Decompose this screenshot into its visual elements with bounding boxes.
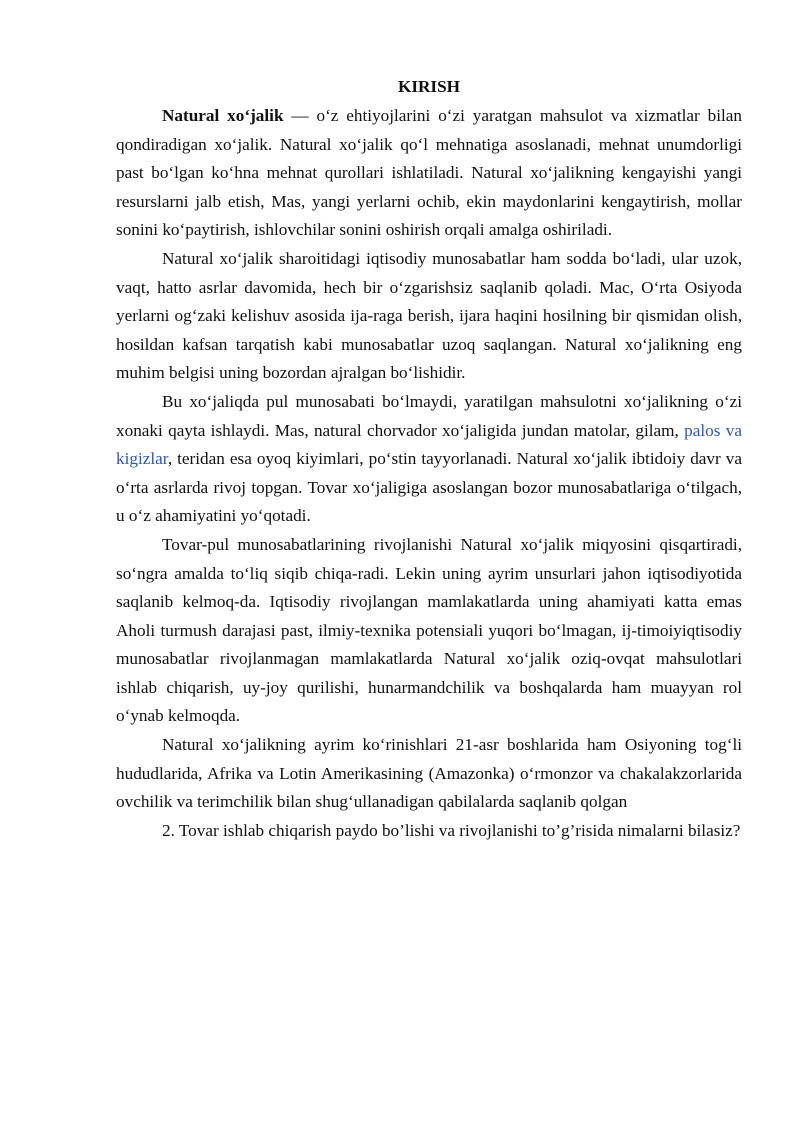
page-title: KIRISH <box>397 77 461 96</box>
question-2: 2. Tovar ishlab chiqarish paydo bo’lishi va rivojlanishi to’g’risida nimalarni bilasiz? <box>162 820 741 840</box>
document-page <box>116 72 742 845</box>
paragraph-5: Natural xo‘jalikning ayrim ko‘rinishlari 21-asr boshlarida ham Osiyoning tog‘li hududlarida, Afrika va Lotin Amerikasining (Amazonka) o‘rmonzor va chakalakzorlarida ovchilik va terimchilik bilan shug‘ullanadigan qabilalarda saqlanib qolgan <box>116 735 742 812</box>
paragraph-2: Natural xo‘jalik sharoitidagi iqtisodiy munosabatlar ham sodda bo‘ladi, ular uzok, vaqt, hatto asrlar davomida, hech bir o‘zgarishsiz saqlanib qoladi. Mac, O‘rta Osiyoda yerlarni og‘zaki kelishuv asosida ija-raga berish, ijara haqini hosilning bir qismidan olish, hosildan kafsan tarqatish kabi munosabatlar uzoq saqlangan. Natural xo‘jalikning eng muhim belgisi uning bozordan ajralgan bo‘lishidir. <box>116 248 742 383</box>
palos-kigizlar-link[interactable]: palos va kigizlar <box>116 420 742 469</box>
paragraph-4: Tovar-pul munosabatlarining rivojlanishi Natural xo‘jalik miqyosini qisqartiradi, so‘ngra amalda to‘liq siqib chiqa-radi. Lekin uning ayrim unsurlari jahon iqtisodiyotida saqlanib kelmoq-da. Iqtisodiy rivojlangan mamlakatlarda uning ahamiyati katta emas Aholi turmush darajasi past, ilmiy-texnika potensiali yuqori bo‘lmagan, ij-timoiyiqtisodiy munosabatlar rivojlanmagan mamlakatlarda Natural xo‘jalik oziq-ovqat mahsulotlari ishlab chiqarish, uy-joy qurilishi, hunarmandchilik va boshqalarda ham muayyan rol o‘ynab kelmoqda. <box>116 534 742 726</box>
paragraph-1 <box>116 102 742 245</box>
paragraph-3 <box>116 388 742 531</box>
paragraph-1-text: — o‘z ehtiyojlarini o‘zi yaratgan mahsulot va xizmatlar bilan qondiradigan xo‘jalik. Natural xo‘jalik qo‘l mehnatiga asoslanadi, mehnat unumdorligi past bo‘lgan ko‘hna mehnat qurollari ishlatiladi. Natural xo‘jalikning kengayishi yangi resurslarni jalb etish, Mas, yangi yerlarni ochib, ekin maydonlarini kengaytirish, mollar sonini ko‘paytirish, ishlovchilar sonini oshirish orqali amalga oshiriladi. <box>116 106 742 240</box>
term-natural-xojalik: Natural xo‘jalik <box>162 106 284 125</box>
paragraph-3-after: , teridan esa oyoq kiyimlari, po‘stin tayyorlanadi. Natural xo‘jalik ibtidoiy davr va o‘rta asrlarda rivoj topgan. Tovar xo‘jaligiga asoslangan bozor munosabatlariga o‘tilgach, u o‘z ahamiyatini yo‘qotadi. <box>116 449 742 526</box>
paragraph-3-before: Bu xo‘jaliqda pul munosabati bo‘lmaydi, yaratilgan mahsulotni xo‘jalikning o‘zi xonaki qayta ishlaydi. Mas, natural chorvador xo‘jaligida jundan matolar, gilam, <box>116 391 742 440</box>
